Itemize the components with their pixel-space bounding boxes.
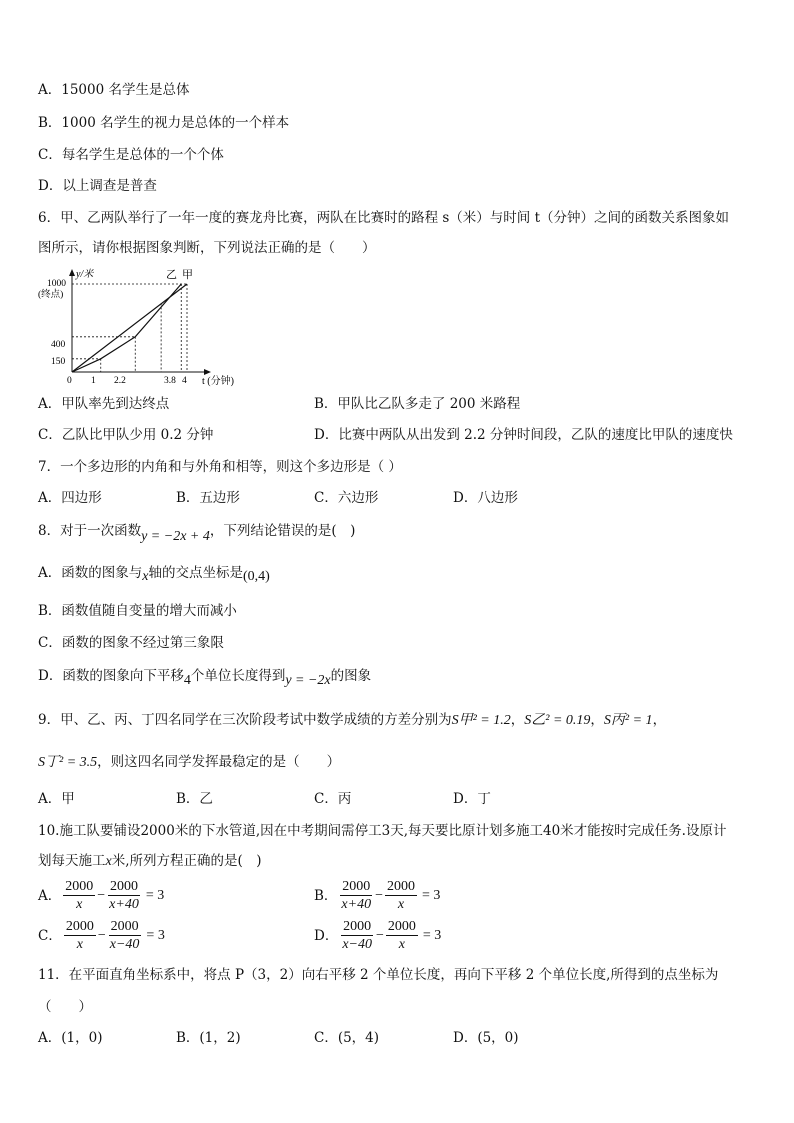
fraction: $\frac{2000}{x}$ <box>65 919 94 952</box>
q11-option-b: B．(1，2) <box>176 1030 241 1046</box>
fraction: $\frac{2000}{x}$ <box>65 879 94 912</box>
q7-option-d: D．八边形 <box>453 490 518 506</box>
q6-option-c: C．乙队比甲队少用 0.2 分钟 <box>38 427 214 443</box>
q7-option-c: C．六边形 <box>314 490 379 506</box>
q10-option-d: D． $\frac{2000}{x-40}$ − $\frac{2000}{x}$ = 3 <box>314 919 442 952</box>
q10-option-b: B． $\frac{2000}{x+40}$ − $\frac{2000}{x}$ = 3 <box>314 879 441 912</box>
q10-stem-line2 <box>38 851 262 872</box>
x-tick-4: 4 <box>182 376 187 386</box>
q10-option-c: C． $\frac{2000}{x}$ − $\frac{2000}{x-40}$ = 3 <box>38 919 165 952</box>
fraction: $\frac{2000}{x+40}$ <box>341 879 372 912</box>
q10-stem2-post: 米,所列方程正确的是( ) <box>111 853 262 869</box>
q11-option-a: A．(1，0) <box>38 1030 103 1046</box>
q8-a-var: x <box>142 569 149 584</box>
q6-stem-line2: 图所示，请你根据图象判断，下列说法正确的是（ ） <box>38 240 376 256</box>
x-axis-arrow <box>204 369 211 375</box>
q9-option-d: D．丁 <box>453 791 491 807</box>
q8-d-equation: y = −2x <box>285 673 331 688</box>
q8-option-d <box>38 666 371 687</box>
q8-stem-pre: 8．对于一次函数 <box>38 523 142 539</box>
y-tick-1000: 1000 <box>47 279 66 289</box>
fraction: $\frac{2000}{x+40}$ <box>109 879 139 912</box>
q8-stem <box>38 521 355 542</box>
q7-option-a: A．四边形 <box>38 490 102 506</box>
q10-option-d-letter: D． <box>314 927 339 944</box>
q10-option-a-letter: A． <box>38 887 62 904</box>
q8-d-pre: D．函数的图象向下平移 <box>38 668 184 684</box>
x-axis-label: t (分钟) <box>202 376 234 387</box>
x-tick-0: 0 <box>67 376 72 386</box>
q11-option-d: D．(5，0) <box>453 1030 519 1046</box>
q10-stem-line1: 10.施工队要铺设2000米的下水管道,因在中考期间需停工3天,每天要比原计划多施工40米才能按时完成任务.设原计 <box>38 823 727 839</box>
q8-a-point: (0,4) <box>242 569 270 584</box>
y-axis-label: y/米 <box>76 269 94 280</box>
q8-d-post: 的图象 <box>330 668 372 684</box>
q6-stem-line1: 6．甲、乙两队举行了一年一度的赛龙舟比赛，两队在比赛时的路程 s（米）与时间 t（分钟）之间的函数关系图象如 <box>38 210 730 226</box>
q9-variance-jia: S甲² = 1.2 <box>451 713 511 728</box>
q8-a-mid: 轴的交点坐标是 <box>148 565 243 581</box>
q8-d-mid: 个单位长度得到 <box>190 668 286 684</box>
q5-option-d: D．以上调查是普查 <box>38 178 157 194</box>
q9-variance-bing: S丙² = 1 <box>603 713 653 728</box>
q6-option-a: A．甲队率先到达终点 <box>38 396 170 412</box>
y-tick-note: (终点) <box>38 290 64 300</box>
q9-variance-yi: S乙² = 0.19 <box>524 713 591 728</box>
q10-stem2-pre: 划每天施工 <box>38 853 106 869</box>
q9-option-b: B．乙 <box>176 791 213 807</box>
x-tick-2-2: 2.2 <box>114 376 126 386</box>
q7-option-b: B．五边形 <box>176 490 240 506</box>
q9-stem-post: ，则这四名同学发挥最稳定的是（ ） <box>97 754 341 770</box>
q8-a-pre: A．函数的图象与 <box>38 565 143 581</box>
fraction: $\frac{2000}{x}$ <box>387 879 415 912</box>
q6-race-graph <box>30 266 250 390</box>
q5-option-b: B．1000 名学生的视力是总体的一个样本 <box>38 115 290 131</box>
q7-stem: 7．一个多边形的内角和与外角和相等，则这个多边形是（ ） <box>38 459 402 475</box>
q6-option-b: B．甲队比乙队多走了 200 米路程 <box>314 396 521 412</box>
q8-d-num: 4 <box>183 673 191 688</box>
q9-stem-line2 <box>38 752 340 773</box>
q8-option-c: C．函数的图象不经过第三象限 <box>38 635 224 651</box>
x-tick-3-8: 3.8 <box>164 376 176 386</box>
q8-function-expression: y = −2x + 4 <box>141 529 210 544</box>
q11-stem-line2: （ ） <box>38 999 92 1015</box>
y-axis-arrow <box>69 269 75 276</box>
x-tick-1: 1 <box>91 376 96 386</box>
q8-stem-post: ，下列结论错误的是( ) <box>209 523 356 539</box>
q5-option-c: C．每名学生是总体的一个个体 <box>38 147 224 163</box>
fraction: $\frac{2000}{x}$ <box>387 919 416 952</box>
q10-option-a: A． $\frac{2000}{x}$ − $\frac{2000}{x+40}$ = 3 <box>38 879 165 912</box>
q10-stem2-var: x <box>105 854 112 869</box>
q9-variance-ding: S丁² = 3.5 <box>38 755 98 770</box>
series-label-yi: 乙 <box>166 269 177 281</box>
q8-option-a <box>38 563 270 584</box>
y-tick-400: 400 <box>51 340 66 350</box>
q8-option-b: B．函数值随自变量的增大而减小 <box>38 603 237 619</box>
q6-option-d: D．比赛中两队从出发到 2.2 分钟时间段，乙队的速度比甲队的速度快 <box>314 427 733 443</box>
q9-option-a: A．甲 <box>38 791 75 807</box>
series-label-jia: 甲 <box>182 269 193 281</box>
fraction: $\frac{2000}{x-40}$ <box>342 919 372 952</box>
q9-option-c: C．丙 <box>314 791 352 807</box>
q5-option-a: A．15000 名学生是总体 <box>38 82 190 98</box>
q10-option-b-letter: B． <box>314 887 338 904</box>
q9-stem-pre: 9．甲、乙、丙、丁四名同学在三次阶段考试中数学成绩的方差分别为 <box>38 712 452 728</box>
q11-option-c: C．(5，4) <box>314 1030 380 1046</box>
q11-stem-line1: 11．在平面直角坐标系中，将点 P（3，2）向右平移 2 个单位长度，再向下平移 2 个单位长度,所得到的点坐标为 <box>38 967 719 983</box>
q9-stem-line1: 9．甲、乙、丙、丁四名同学在三次阶段考试中数学成绩的方差分别为S甲² = 1.2，S乙² = 0.19，S丙² = 1， <box>38 712 667 728</box>
fraction: $\frac{2000}{x-40}$ <box>109 919 140 952</box>
q10-option-c-letter: C． <box>38 927 62 944</box>
y-tick-150: 150 <box>51 357 66 367</box>
